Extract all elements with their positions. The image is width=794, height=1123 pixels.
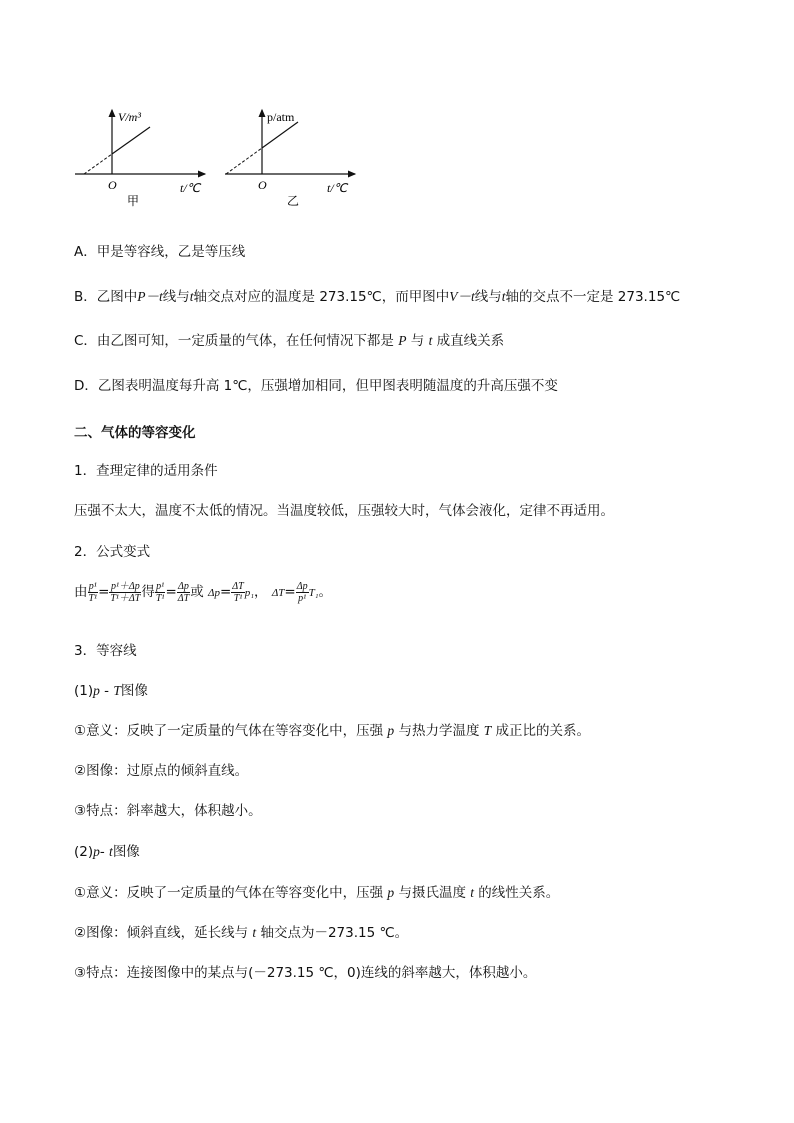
text: B．乙图中 <box>74 289 138 305</box>
dashed-extension <box>226 148 262 174</box>
fraction: $\frac{\Delta T}{\text{T¹}}$ <box>232 580 244 604</box>
x-axis-label: t/℃ <box>327 181 348 195</box>
sub2-graph: ②图像：倾斜直线，延长线与 t 轴交点为－273.15 ℃。 <box>74 925 409 941</box>
text: 得 <box>141 584 155 600</box>
fraction: $\frac{\text{p¹}}{\text{T¹}}$ <box>88 580 98 604</box>
origin-label: O <box>108 178 117 192</box>
var: T₁ <box>308 587 319 599</box>
fraction: $\frac{\Delta p}{\text{p¹}}$ <box>296 580 308 604</box>
sub1-feature: ③特点：斜率越大，体积越小。 <box>74 803 262 819</box>
graph-caption: 甲 <box>127 194 140 208</box>
var: ΔT <box>271 587 285 599</box>
formula-line <box>74 580 332 604</box>
option-a[interactable]: A．甲是等容线，乙是等压线 <box>74 244 246 260</box>
option-b[interactable] <box>74 288 680 306</box>
var: t <box>189 289 194 304</box>
text: 由 <box>74 584 88 600</box>
text: = <box>219 584 232 600</box>
graph-line <box>262 122 298 148</box>
var: Δp <box>207 587 220 599</box>
option-c[interactable] <box>74 332 504 350</box>
text: 成直线关系 <box>432 333 505 349</box>
text: 轴的交点不一定是 273.15℃ <box>505 289 681 305</box>
section-heading: 二、气体的等容变化 <box>74 425 196 441</box>
option-d[interactable]: D．乙图表明温度每升高 1℃，压强增加相同，但甲图表明随温度的升高压强不变 <box>74 378 558 394</box>
graph-caption: 乙 <box>287 194 300 208</box>
sub1-meaning: ①意义：反映了一定质量的气体在等容变化中，压强 p 与热力学温度 T 成正比的关系。 <box>74 723 591 739</box>
text: 线与 <box>162 289 190 305</box>
text: 或 <box>190 584 204 600</box>
text: = <box>284 584 296 600</box>
y-axis-label: p/atm <box>267 110 295 124</box>
text: C．由乙图可知，一定质量的气体，在任何情况下都是 <box>74 333 399 349</box>
text: 线与 <box>474 289 502 305</box>
text: 与 <box>406 333 429 349</box>
var: P <box>398 333 407 348</box>
sub2-meaning: ①意义：反映了一定质量的气体在等容变化中，压强 p 与摄氏温度 t 的线性关系。 <box>74 885 560 901</box>
dashed-extension <box>84 154 112 174</box>
fraction: $\frac{\text{p¹＋Δp}}{\text{T¹＋ΔT}}$ <box>110 580 141 604</box>
sub1-graph: ②图像：过原点的倾斜直线。 <box>74 763 249 779</box>
sub2-feature: ③特点：连接图像中的某点与(－273.15 ℃，0)连线的斜率越大，体积越小。 <box>74 965 537 981</box>
item3-title: 3．等容线 <box>74 643 137 659</box>
text: 轴交点对应的温度是 273.15℃，而甲图中 <box>193 289 450 305</box>
var: t <box>428 333 433 348</box>
text: = <box>165 584 177 600</box>
var: V－t <box>449 289 475 304</box>
graph-yi <box>220 104 365 214</box>
graph-line <box>112 127 150 154</box>
fraction: $\frac{\Delta p}{\Delta T}$ <box>177 580 190 604</box>
var: t <box>501 289 506 304</box>
y-axis-label: V/m³ <box>118 110 141 124</box>
graph-jia <box>70 104 215 214</box>
text: ， <box>254 584 268 600</box>
text: = <box>98 584 110 600</box>
origin-label: O <box>258 178 267 192</box>
var: P－t <box>137 289 163 304</box>
sub2-title: (2)p- t图像 <box>74 844 140 860</box>
text: 。 <box>318 584 333 600</box>
var: p₁ <box>244 587 255 599</box>
item1-text: 压强不太大，温度不太低的情况。当温度较低，压强较大时，气体会液化，定律不再适用。 <box>74 503 614 519</box>
fraction: $\frac{\text{p¹}}{\text{T¹}}$ <box>155 580 165 604</box>
x-axis-label: t/℃ <box>180 181 201 195</box>
item2-title: 2．公式变式 <box>74 544 151 560</box>
item1-title: 1．查理定律的适用条件 <box>74 463 218 479</box>
sub1-title: (1)p - T图像 <box>74 683 148 699</box>
